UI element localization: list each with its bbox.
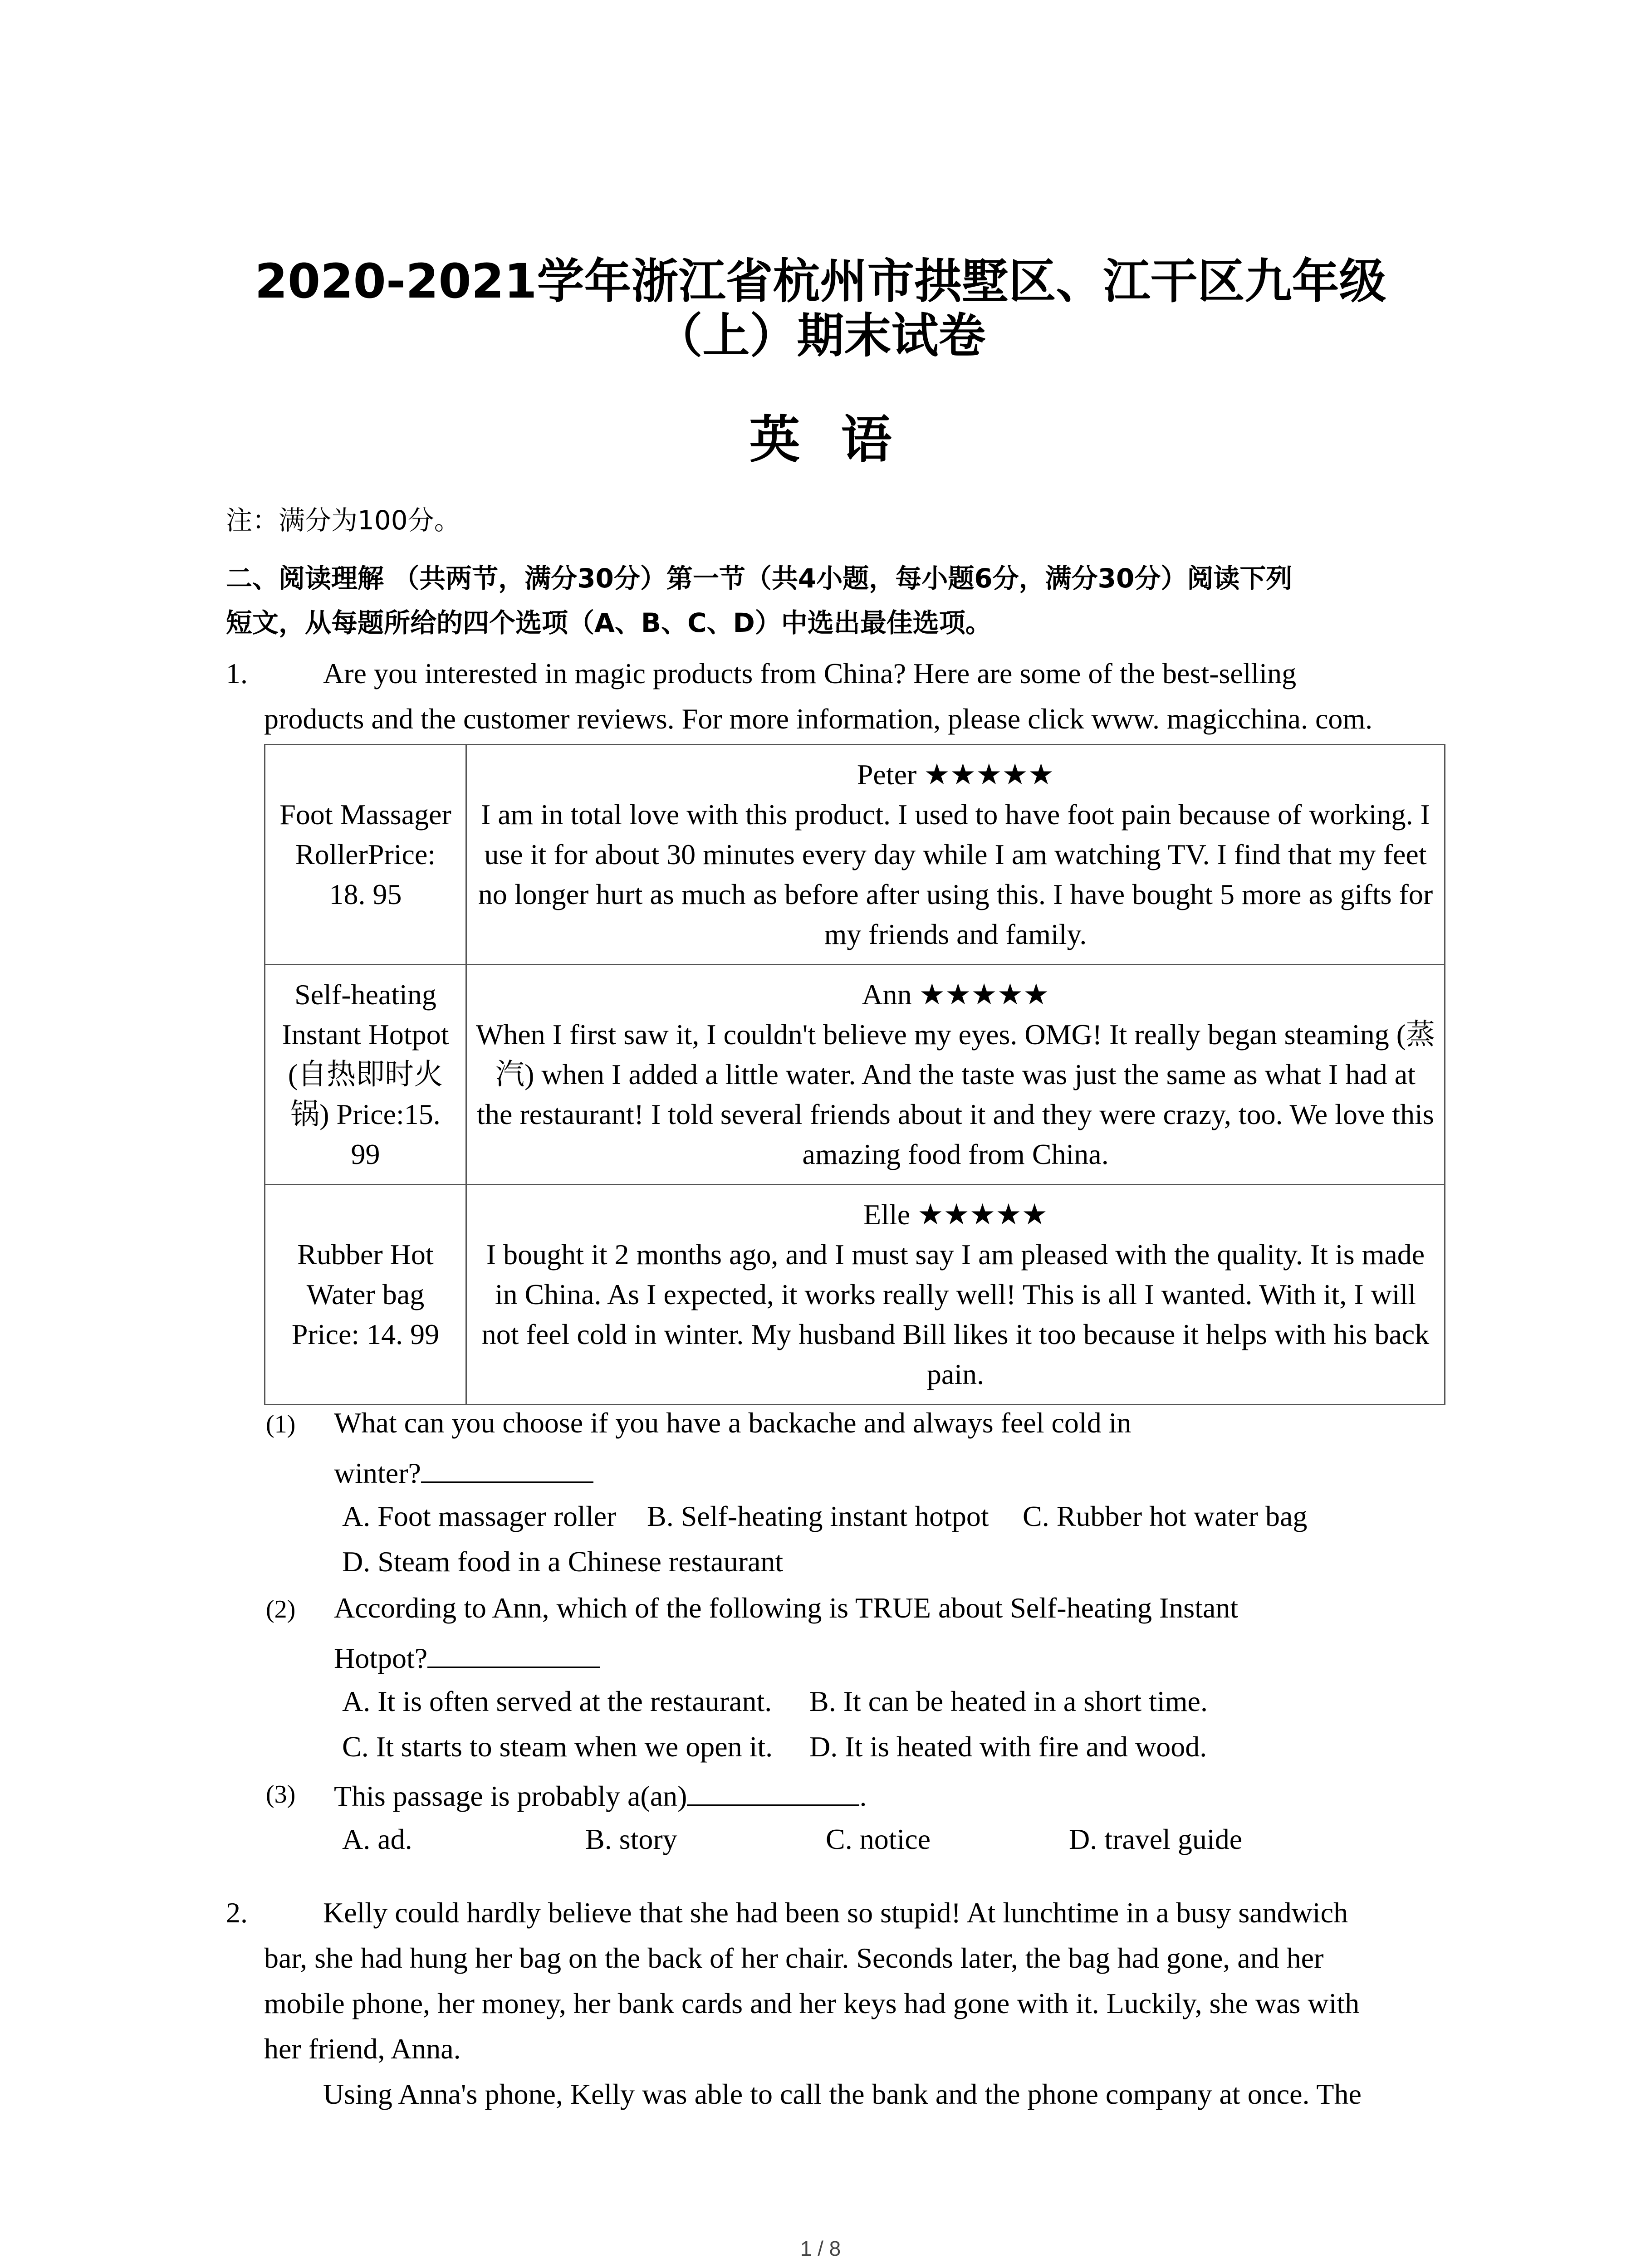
reviewer-rating: Ann ★★★★★ [862,978,1049,1011]
q2-p1-line2: bar, she had hung her bag on the back of her chair. Seconds later, the bag had gone, and her [264,1942,1324,1974]
product-cell: Foot Massager RollerPrice: 18. 95 [265,745,466,965]
sub2-option-d: D. It is heated with fire and wood. [809,1730,1207,1763]
subject-heading: 英语 [749,411,933,469]
answer-blank[interactable] [421,1454,593,1483]
sub3-option-c: C. notice [826,1823,931,1855]
review-cell [466,745,1445,965]
reviewer-rating: Elle ★★★★★ [863,1198,1048,1231]
question-number-2: 2. [226,1897,248,1929]
q1-intro-line1: Are you interested in magic products from China? Here are some of the best-selling [323,657,1297,689]
product-review-table [264,744,1445,1405]
q1-intro-line2: products and the customer reviews. For more information, please click www. magicchina. com. [264,703,1373,735]
page-number: 1 / 8 [800,2237,841,2260]
sub1-option-d: D. Steam food in a Chinese restaurant [342,1545,784,1578]
review-cell [466,1185,1445,1405]
sub1-option-a: A. Foot massager roller [342,1500,617,1532]
sub1-stem-line1: What can you choose if you have a backache and always feel cold in [334,1407,1132,1439]
review-text: When I first saw it, I couldn't believe my eyes. OMG! It really began steaming (蒸汽) when I added a little water. And the taste was just the same as what I had at the restaurant! I told several friends about it and they were crazy, too. We love this amazing food from China. [475,1018,1435,1170]
reviewer-rating: Peter ★★★★★ [857,758,1054,791]
sub3-stem: This passage is probably a(an) . [334,1777,867,1813]
question-number-1: 1. [226,657,248,689]
review-text: I bought it 2 months ago, and I must say I am pleased with the quality. It is made in China. As I expected, it works really well! This is all I wanted. With it, I will not feel cold in winter. My husband Bill likes it too because it helps with his back pain. [481,1238,1430,1390]
q2-p2-line1: Using Anna's phone, Kelly was able to call the bank and the phone company at once. The [323,2078,1362,2110]
q2-p1-line3: mobile phone, her money, her bank cards and her keys had gone with it. Luckily, she was with [264,1987,1360,2019]
exam-title-line2: （上）期末试卷 [655,308,986,363]
sub3-option-a: A. ad. [342,1823,412,1855]
sub1-stem-line2: winter? [334,1454,593,1490]
product-cell: Rubber Hot Water bag Price: 14. 99 [265,1185,466,1405]
product-cell: Self-heating Instant Hotpot (自热即时火锅) Price:15. 99 [265,965,466,1185]
section-header-line2: 短文，从每题所给的四个选项（A、B、C、D）中选出最佳选项。 [226,607,992,638]
table-row [265,965,1445,1185]
sub2-option-b: B. It can be heated in a short time. [809,1685,1208,1717]
sub3-option-b: B. story [585,1823,677,1855]
subquestion-number-2: (2) [266,1595,296,1623]
review-cell [466,965,1445,1185]
review-text: I am in total love with this product. I used to have foot pain because of working. I use it for about 30 minutes every day while I am watching TV. I find that my feet no longer hurt as much as before after using this. I have bought 5 more as gifts for my friends and family. [478,798,1433,950]
subquestion-number-3: (3) [266,1780,296,1809]
table-row [265,1185,1445,1405]
sub3-option-d: D. travel guide [1069,1823,1243,1855]
q2-p1-line4: her friend, Anna. [264,2033,461,2065]
sub1-option-c: C. Rubber hot water bag [1023,1500,1308,1532]
section-header-line1: 二、阅读理解 （共两节，满分30分）第一节（共4小题，每小题6分，满分30分）阅读下列 [226,563,1293,594]
sub1-option-b: B. Self-heating instant hotpot [647,1500,989,1532]
table-row [265,745,1445,965]
sub2-stem-line1: According to Ann, which of the following is TRUE about Self-heating Instant [334,1592,1239,1624]
exam-title-line1: 2020-2021学年浙江省杭州市拱墅区、江干区九年级 [255,254,1386,309]
q2-p1-line1: Kelly could hardly believe that she had been so stupid! At lunchtime in a busy sandwich [323,1897,1348,1929]
score-note: 注：满分为100分。 [226,505,460,536]
answer-blank[interactable] [427,1639,600,1668]
sub2-stem-line2: Hotpot? [334,1639,600,1675]
sub2-option-c: C. It starts to steam when we open it. [342,1730,773,1763]
subquestion-number-1: (1) [266,1410,296,1438]
answer-blank[interactable] [687,1777,859,1806]
sub2-option-a: A. It is often served at the restaurant. [342,1685,772,1717]
